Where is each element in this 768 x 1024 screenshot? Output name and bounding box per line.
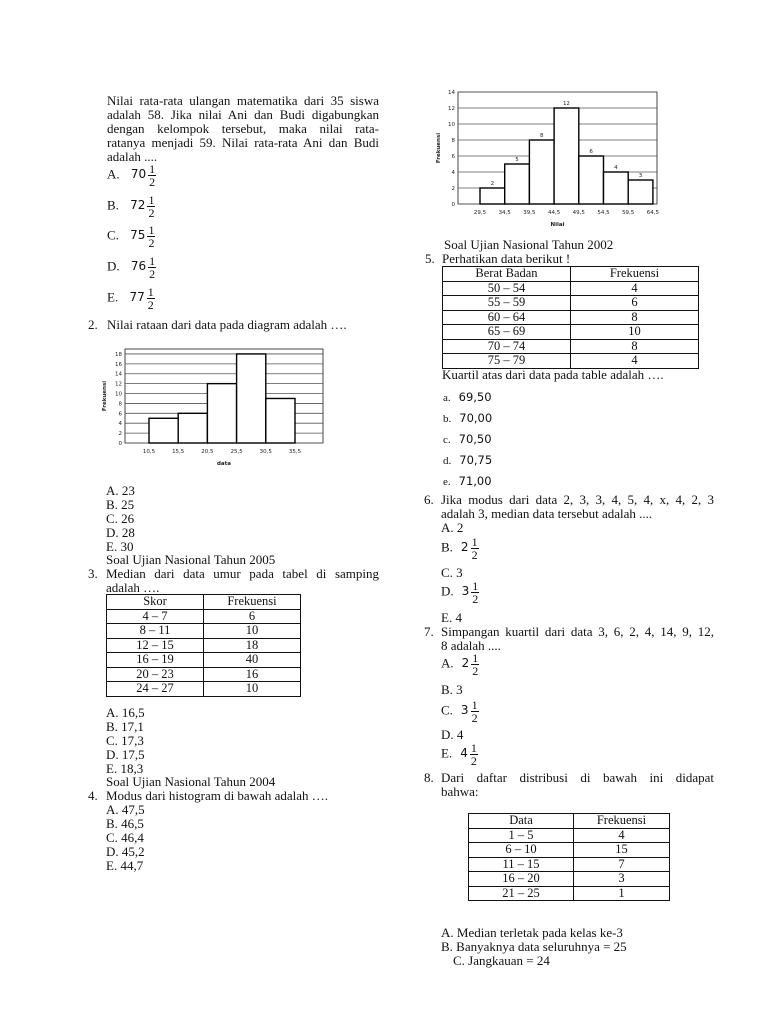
fraction: $\frac{1}{2}$ (149, 162, 156, 189)
y-tick-label: 12 (115, 381, 122, 388)
q8-text-line: Dari daftar distribusi di bawah ini didapat (441, 770, 714, 785)
option-value: 70,00 (459, 411, 493, 425)
table-row (107, 609, 301, 624)
table-cell: 16 – 20 (469, 872, 574, 887)
x-tick-label: 25,5 (230, 449, 243, 455)
x-tick-label: 34,5 (498, 210, 511, 216)
option-letter: A. (441, 520, 454, 535)
table-header: Frekuensi (204, 595, 301, 610)
histogram-bar (480, 188, 505, 204)
y-tick-label: 6 (451, 154, 455, 160)
option-letter: A. (441, 655, 454, 671)
table-cell: 4 – 7 (107, 609, 204, 624)
x-tick-label: 44,5 (547, 210, 561, 216)
q4-text: Modus dari histogram di bawah adalah …. (106, 788, 329, 803)
table-row (107, 682, 301, 697)
table-header: Skor (107, 595, 204, 610)
x-tick-label: 20,5 (201, 449, 214, 455)
option-whole: 4 (460, 746, 468, 761)
table-header-row (107, 595, 301, 610)
table-row (107, 653, 301, 668)
q8-option-a[interactable]: A. Median terletak pada kelas ke-3 (441, 925, 623, 940)
q7-option-b[interactable] (441, 682, 463, 698)
q5-source: Soal Ujian Nasional Tahun 2002 (444, 237, 614, 252)
option-value: 71,00 (458, 474, 492, 488)
table-cell: 24 – 27 (107, 682, 204, 697)
x-axis-label: Nilai (550, 222, 565, 228)
option-whole: 3 (456, 565, 463, 580)
histogram-bar (579, 156, 604, 204)
q3-text-line: Median dari data umur pada tabel di samping (106, 566, 379, 581)
table-row (443, 296, 699, 311)
option-letter: d. (443, 455, 452, 467)
table-cell: 65 – 69 (443, 325, 571, 340)
q7-option-c[interactable] (441, 699, 479, 724)
q5-option-c[interactable] (443, 431, 492, 447)
x-tick-label: 54,5 (597, 210, 610, 216)
data-label: 2 (490, 181, 495, 187)
y-tick-label: 14 (448, 90, 455, 96)
q6-text-line: Jika modus dari data 2, 3, 3, 4, 5, 4, x, 4, 2, 3 (441, 492, 714, 507)
x-tick-label: 15,5 (172, 449, 185, 455)
q1-option-c[interactable] (107, 224, 155, 249)
table-row (469, 843, 670, 858)
histogram-bar (149, 418, 178, 443)
option-whole: 75 (130, 228, 146, 243)
histogram-bar (604, 172, 629, 204)
data-label: 3 (638, 173, 643, 179)
table-cell: 40 (204, 653, 301, 668)
table-cell: 6 (204, 609, 301, 624)
q2-option-e[interactable]: E. 30 (106, 539, 134, 554)
table-cell: 1 – 5 (469, 828, 574, 843)
q6-option-a[interactable] (441, 520, 463, 536)
q6-number: 6. (424, 492, 434, 507)
table-cell: 21 – 25 (469, 886, 574, 901)
table-cell: 18 (204, 638, 301, 653)
q1-option-a[interactable] (107, 163, 156, 188)
q5-table (442, 266, 699, 369)
y-tick-label: 18 (115, 351, 122, 358)
q6-option-c[interactable] (441, 565, 463, 581)
option-letter: C. (107, 227, 119, 243)
q5-option-b[interactable] (443, 410, 492, 426)
q8-table (468, 813, 670, 901)
y-tick-label: 16 (115, 361, 122, 368)
histogram-bar (178, 413, 207, 443)
table-row (469, 886, 670, 901)
option-letter: B. (441, 539, 453, 555)
histogram-chart-2 (430, 84, 670, 234)
x-tick-label: 29,5 (473, 210, 487, 216)
x-tick-label: 35,5 (288, 449, 302, 455)
option-whole: 70 (130, 167, 147, 182)
q2-number: 2. (88, 317, 98, 332)
table-row (443, 310, 699, 325)
x-axis-label: data (217, 461, 231, 467)
q2-text: Nilai rataan dari data pada diagram adalah …. (107, 317, 347, 332)
option-whole: 3 (460, 703, 469, 718)
option-letter: C. (441, 565, 453, 580)
table-cell: 1 (574, 886, 670, 901)
q1-text-line: Nilai rata-rata ulangan matematika dari 35 siswa (107, 93, 379, 108)
y-tick-label: 10 (115, 391, 122, 398)
table-cell: 8 – 11 (107, 624, 204, 639)
option-letter: E. (441, 745, 453, 761)
table-row (443, 354, 699, 369)
q3-option-d[interactable]: D. 17,5 (106, 747, 145, 762)
table-cell: 8 (571, 310, 699, 325)
data-label: 6 (589, 149, 593, 155)
histogram-bar (207, 384, 236, 443)
fraction: $\frac{1}{2}$ (470, 741, 477, 768)
option-whole: 2 (456, 520, 464, 535)
q1-text-line: adalah .... (107, 149, 158, 164)
q7-option-d[interactable] (441, 727, 463, 743)
option-value: 69,50 (458, 390, 492, 404)
q8-text-line: bahwa: (441, 784, 479, 799)
option-whole: 2 (460, 540, 469, 555)
q7-option-a[interactable] (441, 652, 479, 677)
histogram-bar (505, 164, 530, 204)
q7-number: 7. (424, 624, 434, 639)
fraction: $\frac{1}{2}$ (147, 285, 154, 312)
option-letter: a. (443, 392, 451, 404)
option-letter: A. (107, 166, 120, 182)
fraction: $\frac{1}{2}$ (471, 535, 478, 562)
table-cell: 12 – 15 (107, 638, 204, 653)
option-letter: b. (443, 413, 452, 425)
table-cell: 15 (574, 843, 670, 858)
table-header-row (469, 814, 670, 829)
q5-option-a[interactable] (443, 389, 492, 405)
option-whole: 4 (456, 727, 464, 742)
x-tick-label: 59,5 (622, 210, 635, 216)
q7-text-line: Simpangan kuartil dari data 3, 6, 2, 4, 14, 9, 12, (441, 624, 714, 639)
y-tick-label: 14 (115, 371, 122, 378)
table-row (469, 872, 670, 887)
q1-option-b[interactable] (107, 194, 155, 219)
option-whole: 77 (129, 290, 145, 305)
option-whole: 72 (130, 198, 146, 213)
y-tick-label: 0 (118, 441, 122, 447)
table-row (107, 624, 301, 639)
x-tick-label: 10,5 (142, 449, 156, 455)
table-header: Berat Badan (443, 267, 571, 282)
q1-option-d[interactable] (107, 255, 156, 280)
q2-option-a[interactable]: A. 23 (106, 483, 135, 498)
q1-option-e[interactable] (107, 286, 155, 311)
histogram-bar (237, 354, 266, 443)
fraction: $\frac{1}{2}$ (472, 651, 479, 678)
table-cell: 4 (571, 281, 699, 296)
table-cell: 4 (574, 828, 670, 843)
option-whole: 2 (461, 656, 470, 671)
q3-source: Soal Ujian Nasional Tahun 2004 (106, 774, 276, 789)
q8-option-b[interactable]: B. Banyaknya data seluruhnya = 25 (441, 939, 627, 954)
data-label: 5 (515, 157, 519, 163)
table-cell: 60 – 64 (443, 310, 571, 325)
y-tick-label: 2 (118, 431, 122, 438)
option-letter: c. (443, 434, 451, 446)
q3-option-a[interactable]: A. 16,5 (106, 705, 145, 720)
table-header: Frekuensi (574, 814, 670, 829)
q2-source: Soal Ujian Nasional Tahun 2005 (106, 552, 276, 567)
q3-text-line: adalah …. (106, 580, 160, 595)
table-cell: 6 – 10 (469, 843, 574, 858)
y-tick-label: 4 (118, 421, 122, 428)
y-tick-label: 10 (448, 122, 455, 128)
table-cell: 20 – 23 (107, 667, 204, 682)
q7-option-e[interactable] (441, 742, 478, 767)
table-cell: 10 (204, 682, 301, 697)
x-tick-label: 64,5 (646, 210, 660, 216)
histogram-chart-1 (98, 343, 328, 480)
histogram-bar (529, 140, 554, 204)
table-row (443, 281, 699, 296)
table-cell: 3 (574, 872, 670, 887)
table-row (469, 828, 670, 843)
table-header: Frekuensi (571, 267, 699, 282)
y-tick-label: 8 (118, 401, 122, 408)
y-tick-label: 12 (448, 106, 455, 112)
option-letter: E. (441, 610, 453, 625)
fraction: $\frac{1}{2}$ (472, 579, 479, 606)
x-tick-label: 39,5 (523, 210, 536, 216)
table-cell: 10 (571, 325, 699, 340)
histogram-bar (266, 398, 295, 443)
y-tick-label: 2 (451, 186, 455, 192)
table-cell: 50 – 54 (443, 281, 571, 296)
table-row (107, 638, 301, 653)
histogram-bar (554, 108, 579, 204)
fraction: $\frac{1}{2}$ (471, 698, 478, 725)
option-letter: B. (107, 197, 119, 213)
q4-option-e[interactable]: E. 44,7 (106, 858, 144, 873)
option-letter: B. (441, 682, 453, 697)
q3-option-e[interactable]: E. 18,3 (106, 761, 144, 776)
option-letter: C. (441, 702, 453, 718)
q1-text-line: adalah 58. Jika nilai Ani dan Budi digabungkan (107, 107, 379, 122)
option-letter: D. (441, 583, 454, 599)
q5-text: Perhatikan data berikut ! (442, 251, 571, 266)
y-axis-label: Frekuensi (436, 132, 442, 164)
y-axis-label: Frekuensi (102, 380, 108, 412)
q4-option-d[interactable]: D. 45,2 (106, 844, 145, 859)
q8-number: 8. (424, 770, 434, 785)
q1-text-line: ratanya menjadi 59. Nilai rata-rata Ani dan Budi (107, 135, 379, 150)
q3-table (106, 594, 301, 697)
y-tick-label: 4 (451, 170, 455, 176)
fraction: $\frac{1}{2}$ (149, 254, 156, 281)
table-row (443, 339, 699, 354)
q1-text-line: dengan kelompok tersebut, maka nilai rata- (107, 121, 379, 136)
q4-option-b[interactable]: B. 46,5 (106, 816, 144, 831)
q5-question: Kuartil atas dari data pada table adalah …. (442, 367, 664, 382)
q6-option-b[interactable] (441, 536, 479, 561)
q4-option-a[interactable]: A. 47,5 (106, 802, 145, 817)
option-whole: 3 (456, 682, 463, 697)
table-header-row (443, 267, 699, 282)
table-row (443, 325, 699, 340)
table-cell: 70 – 74 (443, 339, 571, 354)
option-letter: E. (107, 289, 119, 305)
option-whole: 76 (130, 259, 147, 274)
option-whole: 4 (455, 610, 462, 625)
y-tick-label: 0 (451, 202, 455, 208)
q3-number: 3. (88, 566, 98, 581)
y-tick-label: 8 (451, 138, 455, 144)
fraction: $\frac{1}{2}$ (148, 193, 155, 220)
table-cell: 6 (571, 296, 699, 311)
q5-number: 5. (425, 251, 435, 266)
option-letter: e. (443, 476, 451, 488)
q8-option-c[interactable]: C. Jangkauan = 24 (453, 953, 550, 968)
table-row (107, 667, 301, 682)
option-value: 70,75 (459, 453, 493, 467)
data-label: 8 (540, 133, 544, 139)
fraction: $\frac{1}{2}$ (148, 223, 155, 250)
table-cell: 16 (204, 667, 301, 682)
q3-option-b[interactable]: B. 17,1 (106, 719, 144, 734)
table-header: Data (469, 814, 574, 829)
data-label: 4 (614, 165, 618, 171)
table-cell: 10 (204, 624, 301, 639)
q2-option-b[interactable]: B. 25 (106, 497, 135, 512)
y-tick-label: 6 (118, 411, 122, 418)
q5-option-d[interactable] (443, 452, 492, 468)
table-cell: 55 – 59 (443, 296, 571, 311)
q4-number: 4. (88, 788, 98, 803)
q5-option-e[interactable] (443, 473, 492, 489)
table-cell: 11 – 15 (469, 857, 574, 872)
table-cell: 16 – 19 (107, 653, 204, 668)
q2-option-c[interactable]: C. 26 (106, 511, 135, 526)
option-letter: D. (107, 258, 120, 274)
option-letter: D. (441, 727, 454, 742)
q4-option-c[interactable]: C. 46,4 (106, 830, 144, 845)
option-value: 70,50 (458, 432, 492, 446)
x-tick-label: 30,5 (259, 449, 272, 455)
table-cell: 8 (571, 339, 699, 354)
x-tick-label: 49,5 (572, 210, 585, 216)
option-whole: 3 (461, 584, 470, 599)
table-row (469, 857, 670, 872)
q6-option-d[interactable] (441, 580, 479, 605)
q3-option-c[interactable]: C. 17,3 (106, 733, 144, 748)
data-label: 12 (562, 101, 570, 107)
table-cell: 4 (571, 354, 699, 369)
histogram-bar (628, 180, 653, 204)
q6-text-line: adalah 3, median data tersebut adalah .... (441, 506, 653, 521)
q7-text-line: 8 adalah .... (441, 638, 501, 653)
table-cell: 75 – 79 (443, 354, 571, 369)
table-cell: 7 (574, 857, 670, 872)
q2-option-d[interactable]: D. 28 (106, 525, 135, 540)
